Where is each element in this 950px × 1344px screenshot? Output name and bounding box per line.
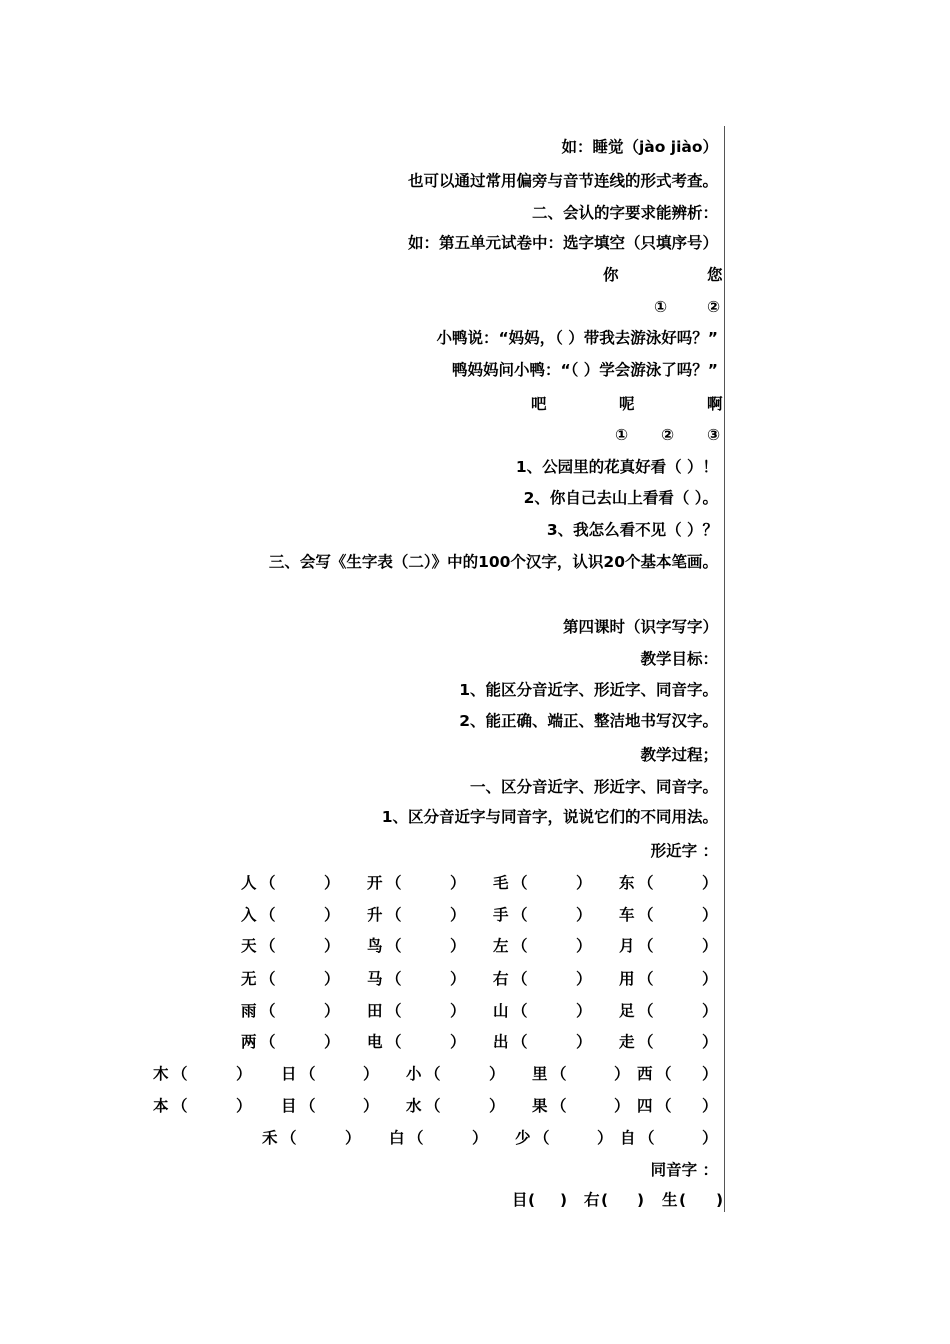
blank-open: （ [638, 1033, 654, 1051]
option-ba: 吧 [531, 395, 547, 413]
blank-close: ） [576, 970, 592, 988]
exercise-char: 水 [406, 1097, 422, 1115]
exercise-char: 人 [241, 874, 257, 892]
blank-open: （ [386, 1002, 402, 1020]
exercise-char: 毛 [493, 874, 509, 892]
question-3: 3、我怎么看不见（ ）？ [546, 521, 718, 539]
blank-open: （ [260, 970, 276, 988]
blank-close: ） [702, 906, 718, 924]
exercise-char: 目 [281, 1097, 297, 1115]
blank-open: （ [408, 1129, 424, 1147]
blank-close: ） [576, 937, 592, 955]
goal-2: 2、能正确、端正、整洁地书写汉字。 [459, 712, 718, 730]
blank-open: （ [512, 1002, 528, 1020]
exercise-char: 足 [619, 1002, 635, 1020]
duck-sentence-1: 小鸭说：“妈妈，（ ）带我去游泳好吗？” [436, 329, 718, 347]
blank-close: ） [702, 1065, 718, 1083]
blank-close: ） [324, 937, 340, 955]
blank-close: ） [345, 1129, 361, 1147]
blank-open: （ [260, 1033, 276, 1051]
exercise-char: 升 [367, 906, 383, 924]
exercise-char: 少 [515, 1129, 531, 1147]
exercise-char: 电 [367, 1033, 383, 1051]
blank-open: （ [300, 1097, 316, 1115]
blank-open: （ [260, 1002, 276, 1020]
blank-close: ） [702, 874, 718, 892]
unit5-example: 如：第五单元试卷中：选字填空（只填序号） [407, 234, 718, 252]
blank-open: （ [172, 1097, 188, 1115]
exercise-char: 山 [493, 1002, 509, 1020]
question-1: 1、公园里的花真好看（ ）！ [515, 458, 718, 476]
blank-open: （ [638, 874, 654, 892]
similar-chars-label: 形近字 ： [650, 842, 718, 860]
blank-open: （ [386, 937, 402, 955]
blank-open: ( [679, 1191, 687, 1209]
exercise-char: 鸟 [367, 937, 383, 955]
blank-open: （ [512, 1033, 528, 1051]
blank-close: ) [637, 1191, 645, 1209]
blank-open: ( [601, 1191, 609, 1209]
blank-open: （ [386, 970, 402, 988]
pinyin-example: 如：睡觉（jào jiào） [561, 138, 718, 156]
blank-open: （ [512, 906, 528, 924]
blank-close: ） [450, 970, 466, 988]
exercise-char: 雨 [241, 1002, 257, 1020]
option-nin: 您 [707, 266, 723, 284]
exercise-char: 手 [493, 906, 509, 924]
homophone-char: 右 [584, 1191, 600, 1209]
blank-close: ） [236, 1097, 252, 1115]
exercise-char: 果 [532, 1097, 548, 1115]
option-number-2: ② [707, 298, 721, 316]
blank-open: （ [386, 874, 402, 892]
blank-close: ） [576, 1002, 592, 1020]
exercise-char: 用 [619, 970, 635, 988]
option-a: 啊 [707, 395, 723, 413]
blank-open: （ [551, 1097, 567, 1115]
blank-close: ） [236, 1065, 252, 1083]
option-number-2: ② [661, 426, 675, 444]
section-3-heading: 三、会写《生字表（二）》中的100个汉字，认识20个基本笔画。 [268, 553, 718, 571]
blank-open: （ [638, 937, 654, 955]
exercise-char: 左 [493, 937, 509, 955]
blank-close: ） [363, 1097, 379, 1115]
exercise-char: 田 [367, 1002, 383, 1020]
blank-open: （ [638, 1002, 654, 1020]
blank-close: ） [450, 906, 466, 924]
blank-close: ） [489, 1097, 505, 1115]
blank-open: （ [656, 1097, 672, 1115]
blank-open: （ [512, 874, 528, 892]
exercise-char: 东 [619, 874, 635, 892]
exercise-char: 出 [493, 1033, 509, 1051]
blank-close: ) [716, 1191, 724, 1209]
exercise-char: 车 [619, 906, 635, 924]
blank-open: （ [300, 1065, 316, 1083]
exercise-char: 开 [367, 874, 383, 892]
homophone-char: 目 [512, 1191, 528, 1209]
blank-close: ） [702, 970, 718, 988]
blank-close: ） [324, 906, 340, 924]
blank-close: ) [560, 1191, 568, 1209]
blank-close: ） [702, 1002, 718, 1020]
blank-close: ） [324, 874, 340, 892]
blank-close: ） [702, 1129, 718, 1147]
blank-open: （ [639, 1129, 655, 1147]
blank-close: ） [702, 1097, 718, 1115]
exercise-char: 木 [153, 1065, 169, 1083]
blank-close: ） [489, 1065, 505, 1083]
blank-open: （ [172, 1065, 188, 1083]
exercise-char: 两 [241, 1033, 257, 1051]
option-number-3: ③ [707, 426, 721, 444]
blank-close: ） [576, 1033, 592, 1051]
blank-open: （ [281, 1129, 297, 1147]
blank-close: ） [363, 1065, 379, 1083]
exercise-char: 自 [620, 1129, 636, 1147]
exercise-char: 四 [637, 1097, 653, 1115]
process-label: 教学过程； [640, 746, 718, 764]
exercise-char: 无 [241, 970, 257, 988]
exercise-char: 日 [281, 1065, 297, 1083]
blank-open: ( [528, 1191, 536, 1209]
blank-close: ） [324, 1002, 340, 1020]
exercise-char: 右 [493, 970, 509, 988]
blank-open: （ [512, 937, 528, 955]
exercise-char: 天 [241, 937, 257, 955]
exercise-char: 走 [619, 1033, 635, 1051]
exercise-char: 小 [406, 1065, 422, 1083]
blank-close: ） [702, 937, 718, 955]
goals-label: 教学目标： [640, 650, 718, 668]
exercise-char: 白 [389, 1129, 405, 1147]
homophone-char: 生 [662, 1191, 678, 1209]
blank-open: （ [425, 1097, 441, 1115]
section-2-heading: 二、会认的字要求能辨析： [531, 204, 718, 222]
blank-open: （ [260, 874, 276, 892]
exercise-char: 里 [532, 1065, 548, 1083]
duck-sentence-2: 鸭妈妈问小鸭：“（ ）学会游泳了吗？” [451, 361, 718, 379]
blank-close: ） [472, 1129, 488, 1147]
blank-open: （ [534, 1129, 550, 1147]
exercise-char: 西 [637, 1065, 653, 1083]
blank-close: ） [576, 874, 592, 892]
blank-close: ） [702, 1033, 718, 1051]
blank-open: （ [656, 1065, 672, 1083]
homophone-label: 同音字 ： [650, 1161, 718, 1179]
exercise-char: 入 [241, 906, 257, 924]
step-1-1: 1、区分音近字与同音字，说说它们的不同用法。 [381, 808, 718, 826]
blank-close: ） [450, 1002, 466, 1020]
blank-open: （ [260, 906, 276, 924]
page-right-border [724, 126, 725, 1212]
blank-open: （ [638, 970, 654, 988]
blank-close: ） [450, 937, 466, 955]
blank-close: ） [324, 970, 340, 988]
goal-1: 1、能区分音近字、形近字、同音字。 [459, 681, 718, 699]
blank-open: （ [425, 1065, 441, 1083]
exercise-char: 禾 [262, 1129, 278, 1147]
blank-open: （ [551, 1065, 567, 1083]
blank-open: （ [386, 906, 402, 924]
exercise-char: 马 [367, 970, 383, 988]
blank-close: ） [450, 874, 466, 892]
exercise-char: 本 [153, 1097, 169, 1115]
blank-close: ） [450, 1033, 466, 1051]
option-number-1: ① [615, 426, 629, 444]
blank-close: ） [614, 1065, 630, 1083]
blank-close: ） [576, 906, 592, 924]
blank-close: ） [324, 1033, 340, 1051]
exercise-char: 月 [619, 937, 635, 955]
step-1: 一、区分音近字、形近字、同音字。 [469, 778, 718, 796]
option-ni: 你 [603, 266, 619, 284]
blank-open: （ [638, 906, 654, 924]
blank-open: （ [260, 937, 276, 955]
blank-open: （ [386, 1033, 402, 1051]
blank-close: ） [614, 1097, 630, 1115]
lesson-4-title: 第四课时（识字写字） [562, 618, 718, 636]
blank-close: ） [597, 1129, 613, 1147]
option-number-1: ① [654, 298, 668, 316]
radical-note: 也可以通过常用偏旁与音节连线的形式考查。 [407, 172, 718, 190]
question-2: 2、你自己去山上看看（ ）。 [523, 489, 718, 507]
blank-open: （ [512, 970, 528, 988]
option-ne: 呢 [619, 395, 635, 413]
